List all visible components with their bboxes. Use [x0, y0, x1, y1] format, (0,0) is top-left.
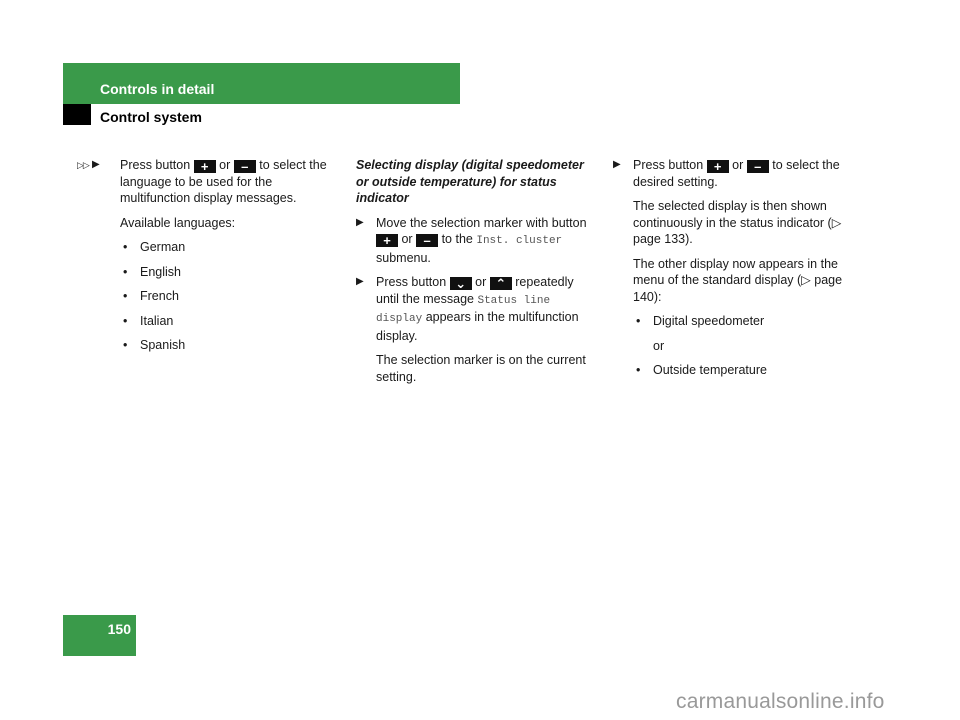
text: Move the selection marker with button — [376, 215, 587, 230]
language-item: German — [140, 240, 186, 254]
text: submenu. — [376, 250, 431, 265]
bullet-icon: • — [123, 264, 128, 279]
text: Press button — [120, 158, 191, 172]
text: to select the desired setting. — [633, 158, 840, 189]
bullet-icon: • — [123, 338, 128, 352]
language-item: English — [140, 264, 181, 279]
watermark: carmanualsonline.info — [676, 690, 885, 713]
page-number: 150 — [107, 621, 131, 637]
or-text: or — [653, 338, 665, 353]
down-key-icon: ⌃ — [490, 277, 512, 290]
section-title: Controls in detail — [100, 81, 215, 97]
language-item: Spanish — [140, 338, 186, 352]
subsection-title: Control system — [100, 109, 202, 125]
text: Press button — [633, 158, 704, 172]
text: or — [219, 158, 231, 172]
text: or — [475, 275, 487, 289]
plus-key-icon: + — [707, 160, 729, 173]
plus-key-icon: + — [194, 160, 216, 173]
up-key-icon: ⌄ — [450, 277, 472, 290]
text: appears in the multifunction display. — [376, 310, 579, 343]
bullet-icon: • — [123, 289, 128, 303]
column-2 — [356, 157, 596, 385]
bullet-icon: • — [123, 313, 128, 328]
text: repeatedly until the message — [376, 275, 574, 306]
status-indicator-text: The selected display is then shown continuously in the status indicator (▷ page 133). — [633, 199, 842, 246]
option-item: Outside temperature — [653, 363, 767, 377]
continued-icon: ▷▷ — [77, 160, 89, 170]
standard-display-text: The other display now appears in the menu of the standard display (▷ page 140): — [633, 256, 843, 304]
text: Press button — [376, 275, 447, 289]
bullet-icon: • — [123, 240, 128, 254]
option-item: Digital speedometer — [653, 314, 765, 328]
column-3 — [613, 157, 858, 379]
arrow-icon: ▶ — [356, 276, 364, 287]
step-press-button — [356, 274, 596, 344]
arrow-icon: ▶ — [356, 216, 364, 228]
step-select-language — [77, 157, 335, 207]
message-name: Status line display — [376, 294, 551, 325]
minus-key-icon: – — [747, 160, 769, 173]
arrow-icon: ▶ — [92, 159, 100, 170]
minus-key-icon: – — [234, 160, 256, 173]
text: or — [401, 232, 413, 246]
available-languages-label: Available languages: — [120, 215, 236, 230]
note-text: The selection marker is on the current setting. — [376, 353, 586, 384]
arrow-icon: ▶ — [613, 159, 621, 170]
text: or — [732, 158, 744, 172]
submenu-name: Inst. cluster — [476, 235, 563, 247]
column-1 — [77, 157, 335, 354]
language-item: French — [140, 289, 179, 303]
step-move-marker — [356, 215, 596, 267]
text: to select the language to be used for the multifunction display messages. — [120, 158, 327, 205]
subsection-marker — [63, 104, 91, 125]
language-item: Italian — [140, 313, 174, 328]
bullet-icon: • — [636, 314, 641, 328]
bullet-icon: • — [636, 363, 641, 377]
minus-key-icon: – — [416, 234, 438, 247]
plus-key-icon: + — [376, 234, 398, 247]
section-heading: Selecting display (digital speedometer or outside temperature) for status indicator — [356, 158, 584, 205]
text: to the — [441, 232, 473, 246]
step-select-setting — [613, 157, 858, 190]
